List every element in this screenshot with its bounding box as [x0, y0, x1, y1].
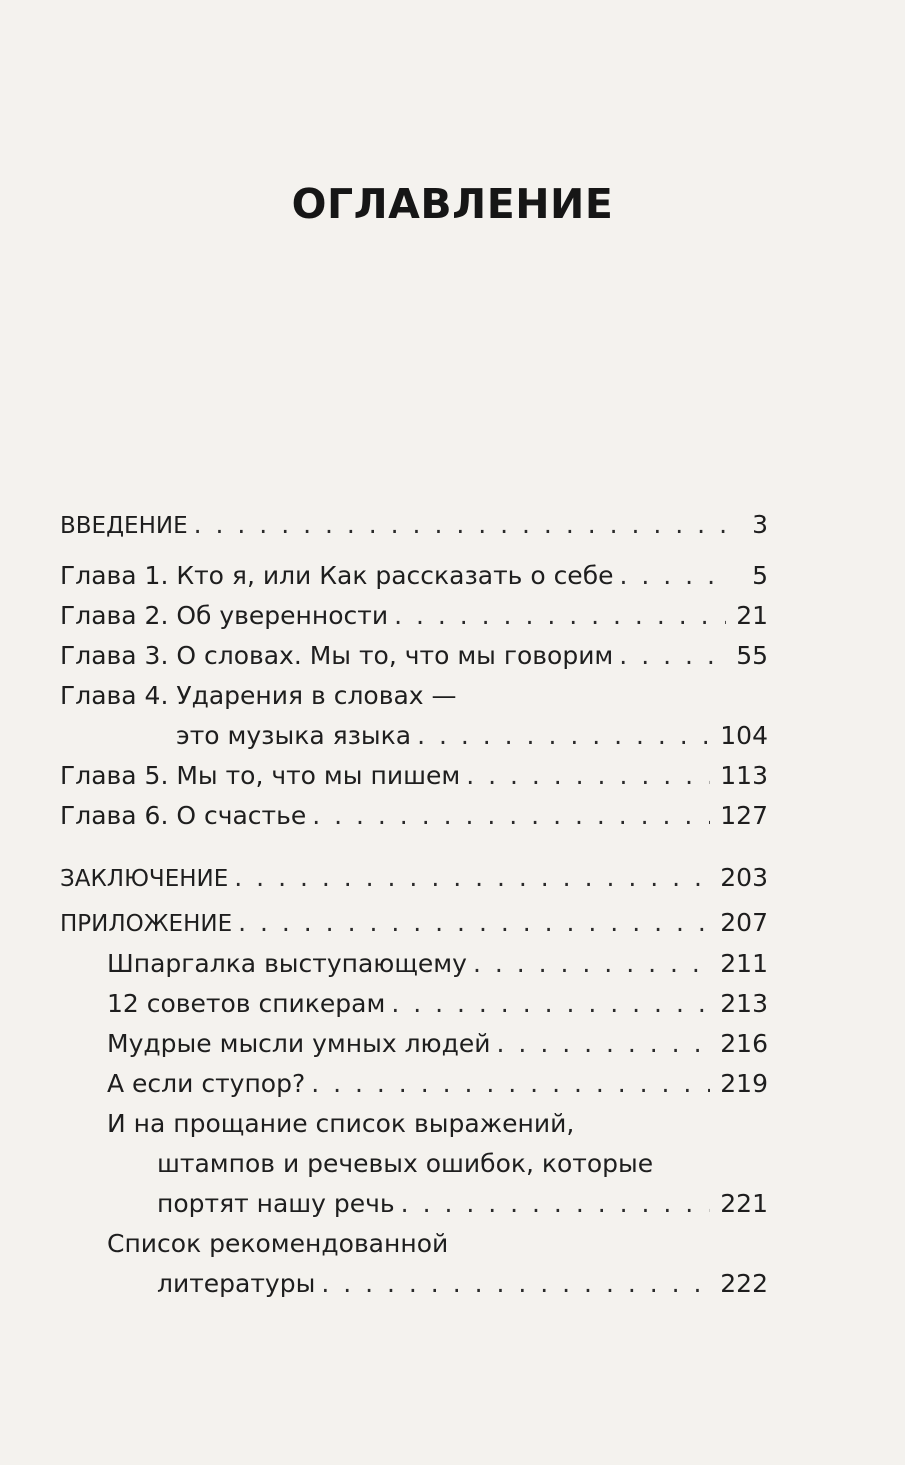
dot-leader: [234, 858, 710, 898]
toc-page-number: 127: [720, 801, 768, 830]
toc-appendix-item-quotes: [60, 1024, 768, 1064]
toc-page-number: 216: [720, 1029, 768, 1058]
dot-leader: [238, 903, 710, 943]
page-title: ОГЛАВЛЕНИЕ: [291, 180, 614, 228]
toc-entry-label-line-2: это музыка языка: [176, 721, 412, 750]
dot-leader: [497, 1024, 711, 1064]
toc-appendix-item-cheat-sheet: [60, 944, 768, 984]
toc-entry-label: ВВЕДЕНИЕ: [60, 513, 188, 539]
toc-page-number: 213: [720, 989, 768, 1018]
toc-entry-label: Мудрые мысли умных людей: [107, 1029, 491, 1058]
dot-leader: [321, 1264, 710, 1304]
toc-page-number: 5: [752, 561, 768, 590]
dot-leader: [401, 1184, 711, 1224]
toc-appendix-item-reading-list: [60, 1224, 768, 1304]
toc-page-number: 55: [736, 641, 768, 670]
toc-page-number: 222: [720, 1269, 768, 1298]
toc-entry-label: Глава 6. О счастье: [60, 801, 307, 830]
toc-page-number: 211: [720, 949, 768, 978]
toc-entry-label: ЗАКЛЮЧЕНИЕ: [60, 866, 229, 892]
toc-appendix-item-stupor: [60, 1064, 768, 1104]
toc-entry-label: А если ступор?: [107, 1069, 306, 1098]
toc-entry-chapter-5: [60, 756, 768, 796]
dot-leader: [394, 596, 726, 636]
toc-entry-label-line-3: портят нашу речь: [157, 1189, 395, 1218]
toc-entry-label-line-1: И на прощание список выражений,: [107, 1109, 575, 1138]
toc-entry-label: Глава 1. Кто я, или Как рассказать о себе: [60, 561, 614, 590]
dot-leader: [312, 796, 710, 836]
dot-leader: [466, 756, 710, 796]
table-of-contents: [60, 505, 768, 1304]
toc-entry-conclusion: [60, 858, 768, 899]
toc-entry-label: Глава 5. Мы то, что мы пишем: [60, 761, 461, 790]
dot-leader: [311, 1064, 710, 1104]
toc-page-number: 113: [720, 761, 768, 790]
toc-entry-label: 12 советов спикерам: [107, 989, 386, 1018]
toc-entry-label-line-1: Список рекомендованной: [107, 1229, 449, 1258]
toc-page-number: 207: [720, 908, 768, 937]
toc-entry-label: Шпаргалка выступающему: [107, 949, 467, 978]
toc-page-number: 221: [720, 1189, 768, 1218]
toc-entry-label-line-1: Глава 4. Ударения в словах —: [60, 681, 457, 710]
dot-leader: [619, 636, 726, 676]
toc-page-number: 104: [720, 721, 768, 750]
toc-entry-chapter-4: [60, 676, 768, 756]
toc-appendix-item-tips: [60, 984, 768, 1024]
toc-entry-chapter-2: [60, 596, 768, 636]
dot-leader: [473, 944, 710, 984]
dot-leader: [620, 556, 729, 596]
toc-page-number: 219: [720, 1069, 768, 1098]
toc-entry-chapter-3: [60, 636, 768, 676]
toc-entry-appendix: [60, 903, 768, 944]
toc-entry-label: ПРИЛОЖЕНИЕ: [60, 911, 233, 937]
toc-appendix-item-errors-list: [60, 1104, 768, 1224]
toc-page-number: 203: [720, 863, 768, 892]
toc-entry-introduction: [60, 505, 768, 546]
toc-page-number: 21: [736, 601, 768, 630]
toc-entry-chapter-6: [60, 796, 768, 836]
toc-entry-label-line-2: литературы: [157, 1269, 316, 1298]
toc-entry-label: Глава 2. Об уверенности: [60, 601, 389, 630]
toc-page-number: 3: [752, 510, 768, 539]
dot-leader: [194, 505, 728, 545]
dot-leader: [417, 716, 710, 756]
dot-leader: [391, 984, 710, 1024]
toc-entry-label: Глава 3. О словах. Мы то, что мы говорим: [60, 641, 614, 670]
toc-entry-label-line-2: штампов и речевых ошибок, которые: [157, 1149, 654, 1178]
toc-entry-chapter-1: [60, 556, 768, 596]
